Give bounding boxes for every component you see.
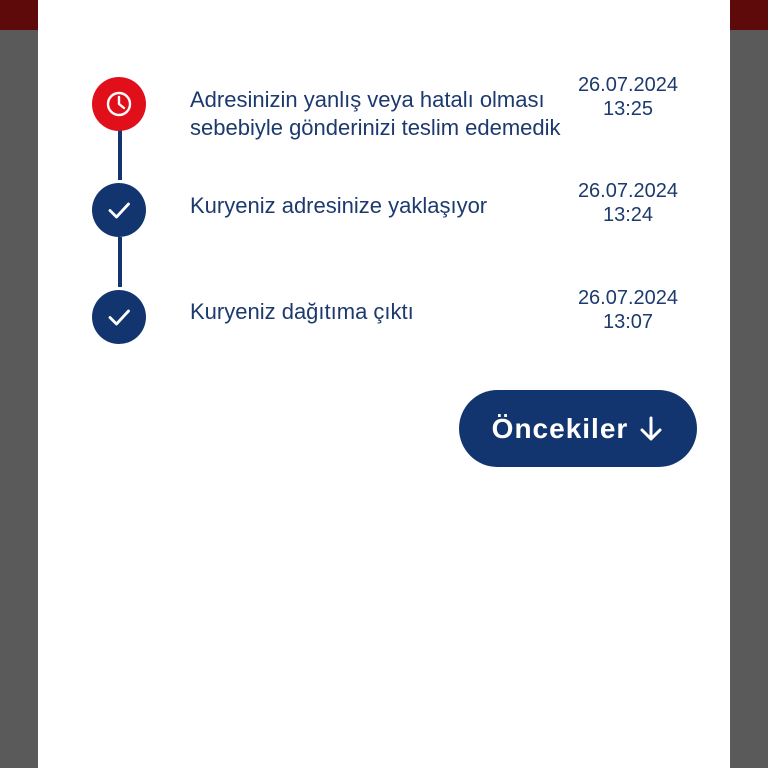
timeline-step-timestamp: [570, 286, 686, 334]
arrow-down-icon: [638, 415, 664, 443]
check-icon: [92, 290, 146, 344]
previous-events-button[interactable]: [459, 390, 697, 467]
timeline-step-time: 13:24: [602, 204, 654, 226]
timeline-step-text: Kuryeniz dağıtıma çıktı: [190, 299, 414, 324]
timeline-connector: [118, 130, 122, 180]
timeline-step-time: 13:25: [602, 98, 654, 120]
timeline-step-text: Adresinizin yanlış veya hatalı olması sebebiyle gönderinizi teslim edemedik: [190, 87, 561, 140]
timeline-step-time: 13:07: [602, 311, 654, 333]
timeline-connector: [118, 237, 122, 287]
background-header-left: [0, 0, 38, 30]
timeline-step-timestamp: [570, 179, 686, 227]
check-icon: [92, 183, 146, 237]
timeline-step-date: 26.07.2024: [577, 74, 679, 96]
timeline-step-timestamp: [570, 73, 686, 121]
previous-events-button-label: Öncekiler: [491, 412, 629, 444]
background-header-right: [730, 0, 768, 30]
clock-icon: [92, 77, 146, 131]
shipment-history-sheet: [38, 0, 730, 768]
shipment-timeline: [38, 0, 730, 360]
timeline-step-date: 26.07.2024: [577, 180, 679, 202]
timeline-step-date: 26.07.2024: [577, 287, 679, 309]
timeline-step-text: Kuryeniz adresinize yaklaşıyor: [190, 193, 488, 218]
